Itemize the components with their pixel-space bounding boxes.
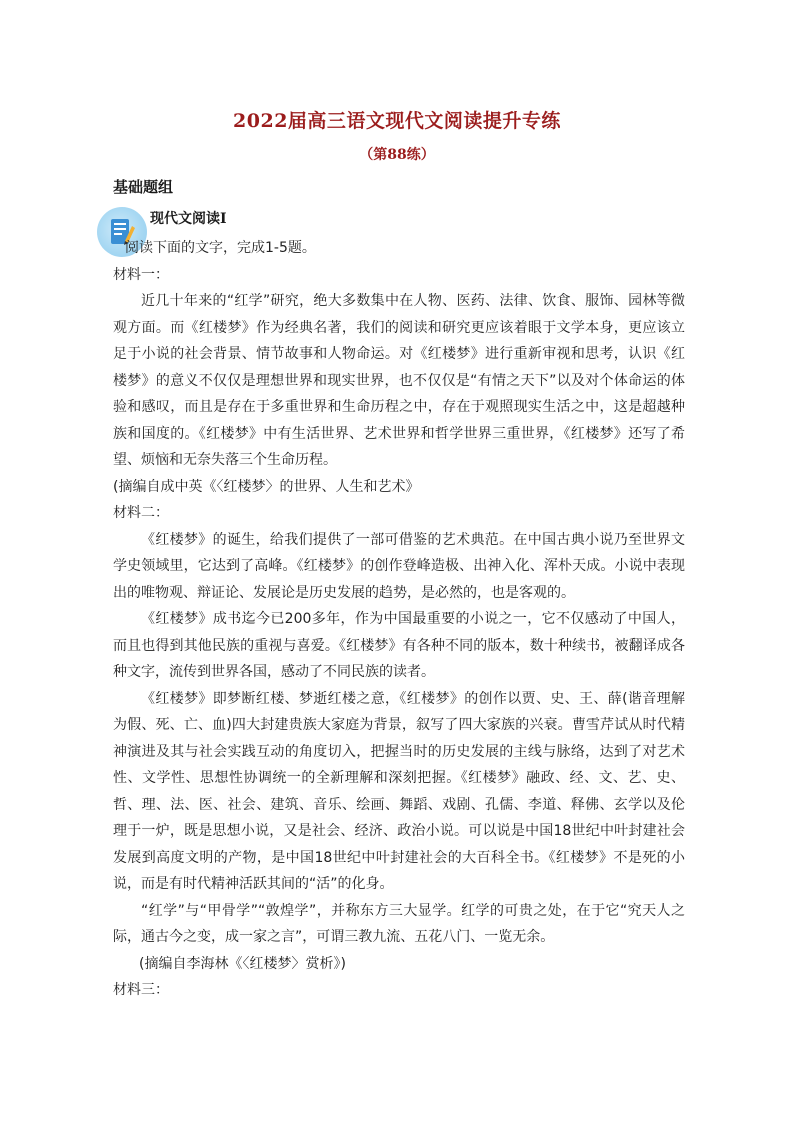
page-title: 2022届高三语文现代文阅读提升专练 <box>233 110 561 132</box>
instruction-text: 阅读下面的文字，完成1-5题。 <box>125 240 316 256</box>
material2-label: 材料二： <box>113 505 169 521</box>
subsection-heading: 现代文阅读Ⅰ <box>150 211 227 227</box>
material1-paragraph: 近几十年来的“红学”研究，绝大多数集中在人物、医药、法律、饮食、服饰、园林等微观方面。而《红楼梦》作为经典名著，我们的阅读和研究更应该着眼于文学本身，更应该立足于小说的社会背景、情节故事和人物命运。对《红楼梦》进行重新审视和思考，认识《红楼梦》的意义不仅仅是理想世界和现实世界，也不仅仅是“有情之天下”以及对个体命运的体验和感叹，而且是存在于多重世界和生命历程之中，存在于观照现实生活之中，这是超越种族和国度的。《红楼梦》中有生活世界、艺术世界和哲学世界三重世界，《红楼梦》还写了希望、烦恼和无奈失落三个生命历程。 <box>113 293 685 468</box>
section-heading: 基础题组 <box>113 178 174 196</box>
material1-label: 材料一： <box>113 266 169 283</box>
article-body <box>113 235 685 1004</box>
material2-source: (摘编自李海林《〈红楼梦〉赏析》) <box>139 955 346 972</box>
material2-paragraph: 《红楼梦》的诞生，给我们提供了一部可借鉴的艺术典范。在中国古典小说乃至世界文学史领域里，它达到了高峰。《红楼梦》的创作登峰造极、出神入化、浑朴天成。小说中表现出的唯物观、辩证论、发展论是历史发展的趋势，是必然的，也是客观的。 <box>113 531 685 601</box>
material1-source: (摘编自成中英《〈红楼梦〉的世界、人生和艺术》 <box>113 478 420 495</box>
page-subtitle: （第88练） <box>359 147 435 163</box>
material3-label: 材料三： <box>113 982 169 998</box>
material2-paragraph: 《红楼梦》成书迄今已200多年，作为中国最重要的小说之一，它不仅感动了中国人，而且也得到其他民族的重视与喜爱。《红楼梦》有各种不同的版本，数十种续书，被翻译成各种文字，流传到世界各国，感动了不同民族的读者。 <box>113 611 685 680</box>
material2-paragraph: “红学”与“甲骨学”“敦煌学”，并称东方三大显学。红学的可贵之处，在于它“究天人之际，通古今之变，成一家之言”，可谓三教九流、五花八门、一览无余。 <box>113 902 685 945</box>
material2-paragraph: 《红楼梦》即梦断红楼、梦逝红楼之意，《红楼梦》的创作以贾、史、王、薛(谐音理解为假、死、亡、血)四大封建贵族大家庭为背景，叙写了四大家族的兴衰。曹雪芹试从时代精神演进及其与社会实践互动的角度切入，把握当时的历史发展的主线与脉络，达到了对艺术性、文学性、思想性协调统一的全新理解和深刻把握。《红楼梦》融政、经、文、艺、史、哲、理、法、医、社会、建筑、音乐、绘画、舞蹈、戏剧、孔儒、李道、释佛、玄学以及伦理于一炉，既是思想小说，又是社会、经济、政治小说。可以说是中国18世纪中叶封建社会发展到高度文明的产物，是中国18世纪中叶封建社会的大百科全书。《红楼梦》不是死的小说，而是有时代精神活跃其间的“活”的化身。 <box>113 690 685 892</box>
